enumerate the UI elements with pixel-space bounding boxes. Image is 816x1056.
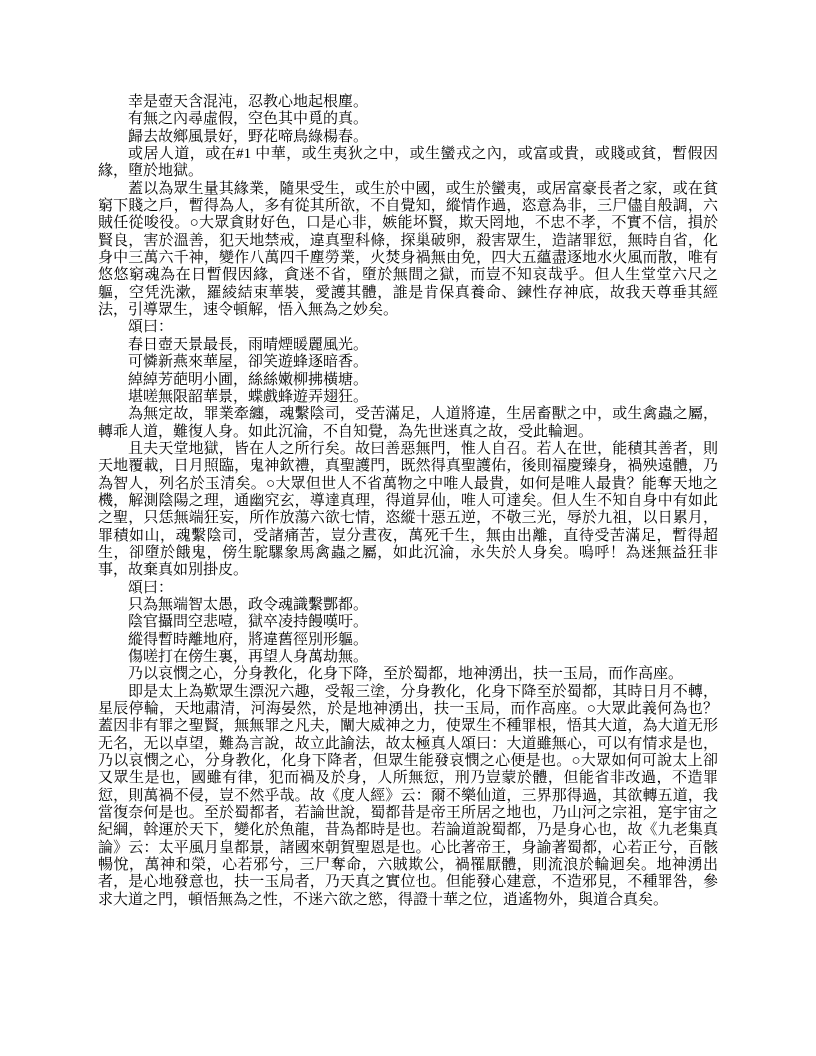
- verse-line: 只為無端智太愚，政令魂識繫酆都。: [128, 596, 369, 613]
- prose-paragraph: 或居人道，或在#1 中華，或生夷狄之中，或生蠻戎之內，或富或貴，或賤或貧，暫假因緣，墮於地獄。: [98, 146, 718, 180]
- verse-line: 陰官攝問空悲噎，獄卒凌持饅嘆吁。: [128, 614, 369, 631]
- verse-line: 有無之內尋虛假，空色其中覓的真。: [128, 111, 369, 128]
- prose-paragraph: 蓋以為眾生量其緣業，隨果受生，或生於中國，或生於蠻夷，或居富豪長者之家，或在貧窮下賤之戶，暫得為人，多有從其所欲，不自覺知，縱情作過，恣意為非，三尸儘自般調，六賊任從唆役。○大眾貪財好色，口是心非，嫉能坏賢，欺天罔地，不忠不孝，不實不信，損於賢良，害於溫善，犯天地禁戒，違真聖科條，探巢破卵，殺害眾生，造諸罪愆，無時自省，化身中三萬六千神，變作八萬四千塵勞業，火焚身禍無由免，四大五蘊盡逐地水火風而散，唯有悠悠窮魂為在日暫假因緣，貪迷不省，墮於無間之獄，而豈不知哀哉乎。但人生堂堂六尺之軀，空凭洗漱，羅綾結束華裝，愛護其體，誰是肯保真養命、鍊性存神底，故我天尊垂其經法，引導眾生，速令頓解，悟入無為之妙矣。: [98, 180, 718, 319]
- prose-paragraph: 且夫天堂地獄，皆在人之所行矣。故曰善惡無門，惟人自召。若人在世，能積其善者，則天地覆載，日月照臨，鬼神欽禮，真聖護門，既然得真聖護佑，後則福慶臻身，禍殃遠體，乃為智人，列名於玉清矣。○大眾但世人不省萬物之中唯人最貴，如何是唯人最貴？能奪天地之機，解測陰陽之理，通幽究玄，導達真理，得道昇仙，唯人可達矣。但人生不知自身中有如此之聖，只恁無端狂妄，所作放蕩六欲七情，恣縱十惡五逆，不敬三光，辱於九祖，以日累月，罪積如山，魂繫陰司，受諸痛苦，豈分晝夜，萬死千生，無由出離，直待受苦滿足，暫得超生，卻墮於餓鬼，傍生駝騾象馬禽蟲之屬，如此沉淪，永失於人身矣。嗚呼！為迷無益狂非事，故棄真如別掛皮。: [98, 440, 718, 579]
- verse-line: 縱得暫時離地府，將違舊徑別形軀。: [128, 631, 369, 648]
- song-label: 頌曰：: [128, 579, 174, 596]
- prose-paragraph: 即是太上為歎眾生漂況六趣，受報三塗，分身教化，化身下降至於蜀都，其時日月不轉，星辰停輪，天地肅清，河海晏然，於是地神湧出，扶一玉局，而作高座。○大眾此義何為也？蓋因非有罪之聖賢，無無罪之凡夫，闡大威神之力，使眾生不種罪根，悟其大道，為大道无形无名，无以卓望，難為言說，故立此諭法，故太極真人頌曰：大道雖無心，可以有情求是也，乃以哀憫之心，分身教化，化身下降者，但眾生能發哀憫之心便是也。○大眾如何可說太上卻又眾生是也，國雖有律，犯而禍及於身，人所無愆，刑乃豈蒙於體，但能省非改過，不造罪愆，則萬禍不侵，豈不然乎哉。故《度人經》云：爾不樂仙道，三界那得過，其欲轉五道，我當復奈何是也。至於蜀都者，若論世說，蜀都昔是帝王所居之地也，乃山河之宗祖，寔宇宙之紀綱，斡運於天下，變化於魚龍，昔為都時是也。若論道說蜀都，乃是身心也，故《九老集真論》云：太平風月皇都景，諸國來朝賀聖恩是也。心比著帝王，身諭著蜀都，心若正兮，百骸暢悅，萬神和榮，心若邪兮，三尸奪命，六賊欺公，禍罹厭體，則流浪於輪迴矣。地神湧出者，是心地發意也，扶一玉局者，乃天真之實位也。但能發心建意，不造邪見，不種罪咎，參求大道之門，頓悟無為之性，不迷六欲之慾，得證十華之位，逍遙物外，與道合真矣。: [98, 683, 718, 908]
- verse-line: 春日壺天景最長，雨晴煙暖麗風光。: [128, 336, 369, 353]
- song-label: 頌曰：: [128, 319, 174, 336]
- verse-line: 傷嗟打在傍生裏，再望人身萬劫無。: [128, 649, 369, 665]
- prose-paragraph: 為無定故，罪業牽纏，魂繫陰司，受苦滿足，人道將違，生居畜獸之中，或生禽蟲之屬，轉乖人道，難復人身。如此沉淪，不自知覺，為先世迷真之故，受此輪迴。: [98, 406, 718, 440]
- prose-paragraph: 乃以哀憫之心，分身教化，化身下降，至於蜀都，地神湧出，扶一玉局，而作高座。: [128, 666, 684, 683]
- verse-line: 堪嗟無限韶華景，蝶戲蜂遊弄翅狂。: [128, 388, 369, 405]
- verse-line: 歸去故鄉風景好，野花啼鳥綠楊春。: [128, 128, 369, 145]
- verse-line: 可憐新燕來華屋，卻笑遊蜂逐暗香。: [128, 354, 369, 371]
- verse-line: 幸是壺天含混沌，忍教心地起根塵。: [128, 94, 369, 110]
- verse-line: 綽綽芳葩明小圃，絲絲嫩柳拂橫塘。: [128, 371, 369, 388]
